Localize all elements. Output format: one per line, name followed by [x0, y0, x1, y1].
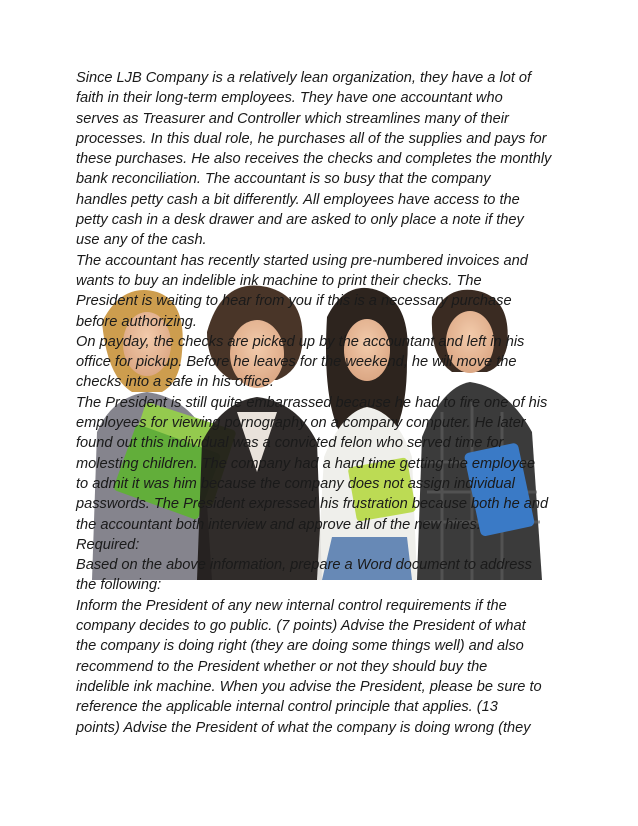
text-line: employees for viewing pornography on a company computer. He later [76, 415, 526, 432]
text-line: faith in their long-term employees. They have one accountant who [76, 90, 503, 107]
text-line: recommend to the President whether or not they should buy the [76, 658, 488, 675]
text-line: bank reconciliation. The accountant is so busy that the company [76, 171, 491, 188]
text-line: company decides to go public. (7 points) Advise the President of what [76, 618, 526, 635]
text-line: wants to buy an indelible ink machine to print their checks. The [76, 272, 482, 289]
text-line: reference the applicable internal control principle that applies. (13 [76, 699, 498, 716]
text-line: On payday, the checks are picked up by the accountant and left in his [76, 333, 525, 350]
text-line: Based on the above information, prepare a Word document to address [76, 557, 532, 574]
text-line: molesting children. The company had a hard time getting the employee [76, 455, 536, 472]
text-line: indelible ink machine. When you advise the President, please be sure to [76, 678, 542, 695]
text-line: serves as Treasurer and Controller which streamlines many of their [76, 110, 509, 127]
text-line: handles petty cash a bit differently. All employees have access to the [76, 191, 520, 208]
text-line: Since LJB Company is a relatively lean organization, they have a lot of [76, 70, 532, 86]
text-line: Inform the President of any new internal control requirements if the [76, 597, 507, 614]
document-body [76, 68, 566, 738]
text-line: office for pickup. Before he leaves for the weekend, he will move the [76, 354, 517, 371]
text-line: the company is doing right (they are doing some things well) and also [76, 638, 524, 655]
required-heading: Required: [76, 536, 140, 553]
text-line: found out this individual was a convicted felon who served time for [76, 435, 504, 452]
text-line: use any of the cash. [76, 232, 207, 249]
text-line: President is waiting to hear from you if this is a necessary purchase [76, 293, 512, 310]
text-line: points) Advise the President of what the company is doing wrong (they [76, 719, 531, 736]
text-line: The President is still quite embarrassed because he had to fire one of his [76, 394, 548, 411]
text-line: these purchases. He also receives the checks and completes the monthly [76, 151, 552, 168]
text-line: passwords. The President expressed his frustration because both he and [76, 496, 549, 513]
text-line: to admit it was him because the company does not assign individual [76, 475, 515, 492]
text-line: the accountant both interview and approve all of the new hires. [76, 516, 481, 533]
text-line: The accountant has recently started using pre-numbered invoices and [76, 252, 528, 269]
text-line: checks into a safe in his office. [76, 374, 274, 391]
text-line: petty cash in a desk drawer and are asked to only place a note if they [76, 212, 524, 229]
text-line: processes. In this dual role, he purchases all of the supplies and pays for [76, 130, 547, 147]
text-line: before authorizing. [76, 313, 197, 330]
text-line: the following: [76, 577, 162, 594]
